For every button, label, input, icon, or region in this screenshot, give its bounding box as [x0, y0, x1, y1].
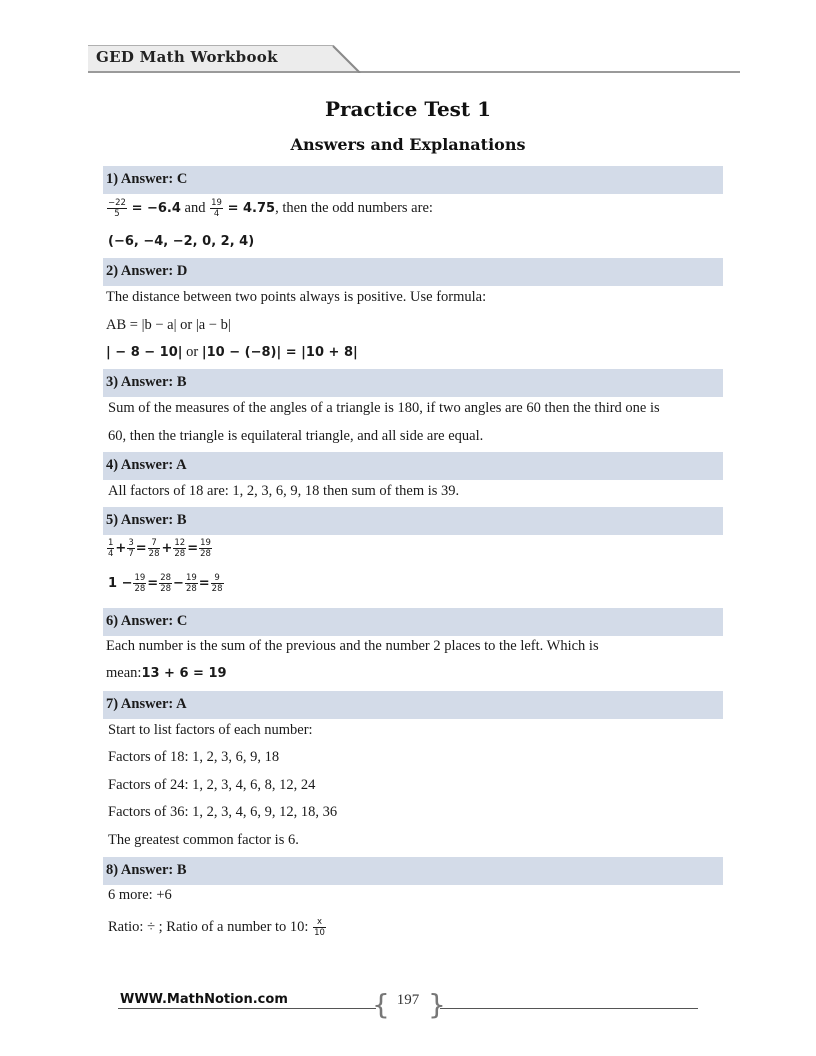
- answer-7-line-3: Factors of 24: 1, 2, 3, 4, 6, 8, 12, 24: [108, 777, 316, 793]
- answer-4-line-1: All factors of 18 are: 1, 2, 3, 6, 9, 18 then sum of them is 39.: [108, 483, 460, 499]
- answer-6-heading: [103, 608, 723, 636]
- footer-brace-left: {: [372, 988, 390, 1021]
- answer-3-line-1: Sum of the measures of the angles of a triangle is 180, if two angles are 60 then the third one is: [108, 400, 660, 416]
- answer-label: 6) Answer: C: [106, 613, 188, 629]
- answer-7-line-1: Start to list factors of each number:: [108, 722, 313, 738]
- answer-7-line-5: The greatest common factor is 6.: [108, 832, 299, 848]
- footer-brace-right: }: [428, 988, 446, 1021]
- answer-2-heading: [103, 258, 723, 286]
- page-subtitle: Answers and Explanations: [290, 135, 526, 154]
- answer-label: 4) Answer: A: [106, 457, 187, 473]
- answer-label: 1) Answer: C: [106, 171, 188, 187]
- header-title: GED Math Workbook: [96, 48, 278, 66]
- answer-2-line-1: The distance between two points always is positive. Use formula:: [106, 289, 487, 305]
- answer-label: 5) Answer: B: [106, 512, 187, 528]
- answer-1-line-1: $\frac{-22}{5}$ = −6.4 and $\frac{19}{4}$ = 4.75, then the odd numbers are:: [108, 198, 433, 219]
- answer-7-line-4: Factors of 36: 1, 2, 3, 4, 6, 9, 12, 18, 36: [108, 804, 338, 820]
- answer-label: 8) Answer: B: [106, 862, 187, 878]
- answer-2-line-3: | − 8 − 10| or |10 − (−8)| = |10 + 8|: [106, 344, 358, 361]
- footer-rule-left: [118, 1008, 376, 1009]
- answer-6-line-1: Each number is the sum of the previous and the number 2 places to the left. Which is: [106, 638, 599, 654]
- page-title: Practice Test 1: [324, 97, 492, 121]
- answer-label: 2) Answer: D: [106, 263, 188, 279]
- answer-2-line-2: AB = |b − a| or |a − b|: [106, 317, 231, 333]
- answer-1-heading: [103, 166, 723, 194]
- answer-5-line-2: 1 − $\frac{19}{28}$ = $\frac{28}{28}$ − $\frac{19}{28}$ = $\frac{9}{28}$: [108, 573, 223, 594]
- answer-7-line-2: Factors of 18: 1, 2, 3, 6, 9, 18: [108, 749, 280, 765]
- answer-6-line-2: mean:13 + 6 = 19: [106, 665, 227, 682]
- answer-5-heading: [103, 507, 723, 535]
- answer-label: 7) Answer: A: [106, 696, 187, 712]
- answer-8-heading: [103, 857, 723, 885]
- fraction: $\frac{19}{4}$: [211, 198, 222, 219]
- page-number: 197: [396, 992, 420, 1008]
- answer-8-line-1: 6 more: +6: [108, 887, 172, 903]
- answer-label: 3) Answer: B: [106, 374, 187, 390]
- answer-5-line-1: $\frac{1}{4}$ + $\frac{3}{7}$ = $\frac{7}{28}$ + $\frac{12}{28}$ = $\frac{19}{28}$: [108, 538, 211, 559]
- fraction: $\frac{-22}{5}$: [108, 198, 126, 219]
- answer-3-line-2: 60, then the triangle is equilateral triangle, and all side are equal.: [108, 428, 484, 444]
- footer-rule-right: [440, 1008, 698, 1009]
- answer-4-heading: [103, 452, 723, 480]
- answer-7-heading: [103, 691, 723, 719]
- answer-3-heading: [103, 369, 723, 397]
- answer-1-line-2: (−6, −4, −2, 0, 2, 4): [108, 234, 255, 250]
- footer-site-link[interactable]: WWW.MathNotion.com: [120, 992, 288, 1007]
- answer-8-line-2: Ratio: ÷ ; Ratio of a number to 10: $\frac{x}{10}$: [108, 917, 325, 938]
- header-tab: [88, 43, 740, 73]
